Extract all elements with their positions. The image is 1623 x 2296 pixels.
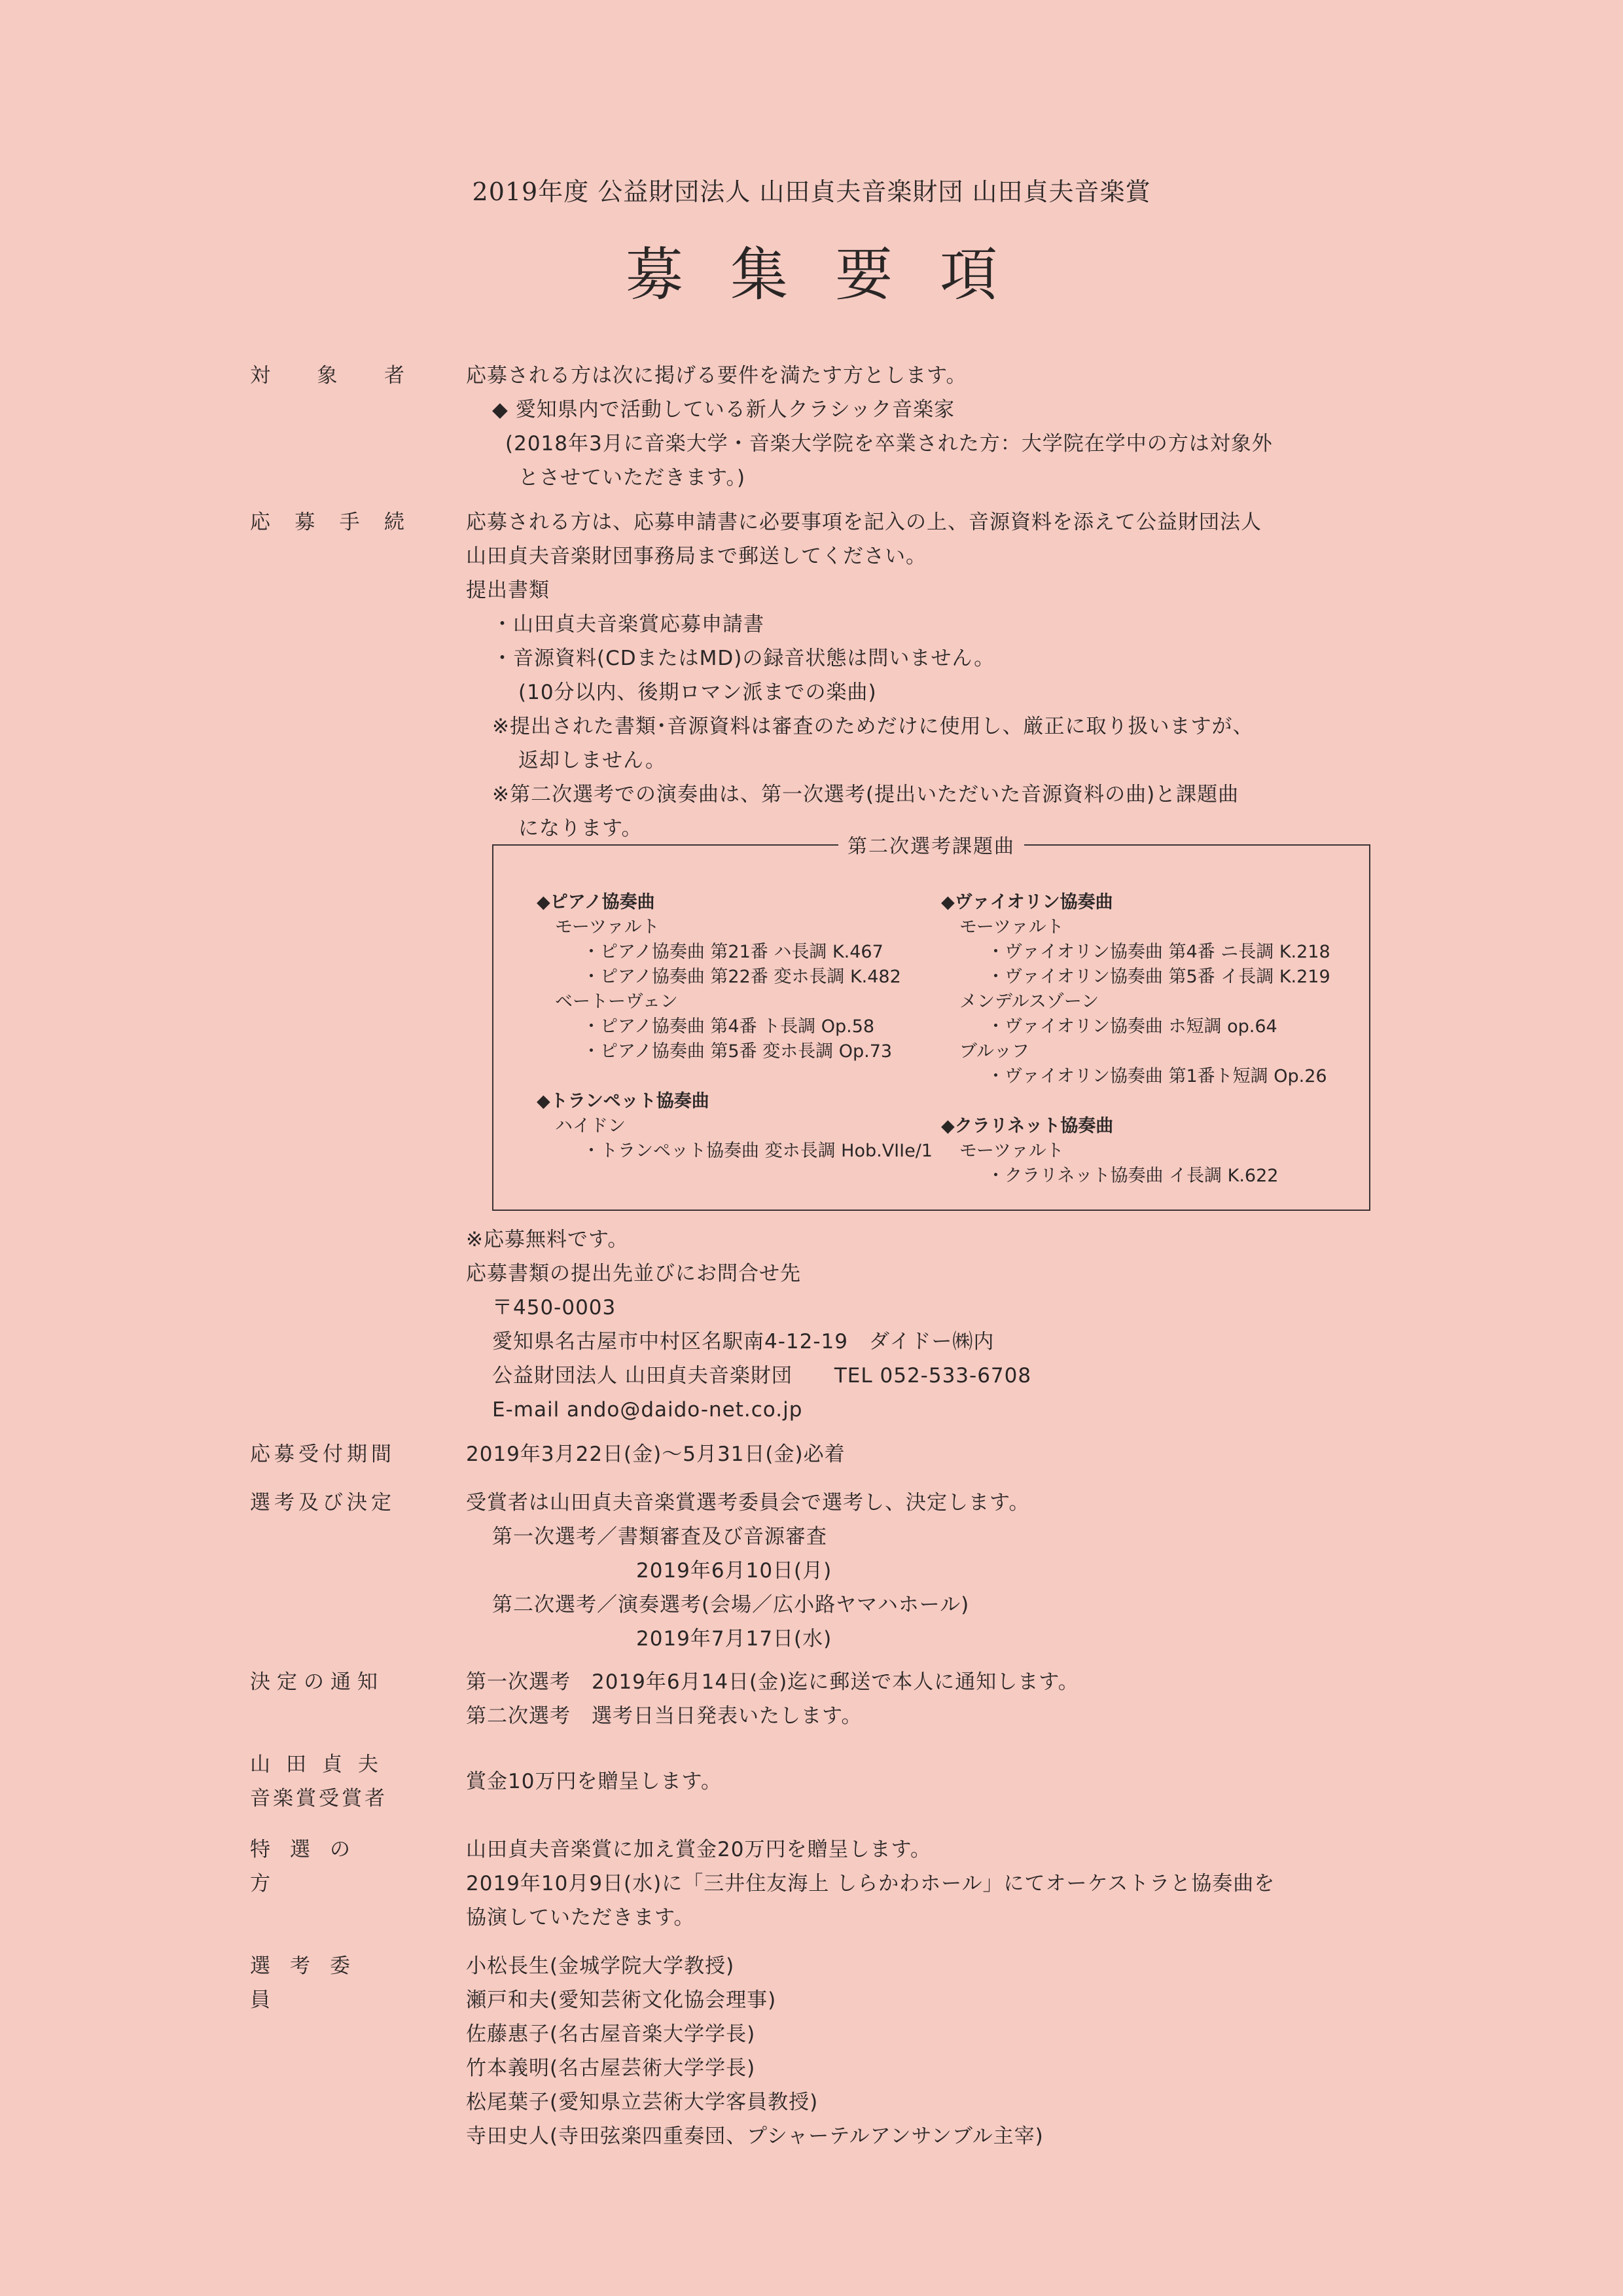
- committee-member: 寺田史人(寺田弦楽四重奏団、プシャーテルアンサンブル主宰): [466, 2125, 1044, 2148]
- repertoire-category: ◆ピアノ協奏曲: [537, 892, 655, 912]
- repertoire-work: ・ヴァイオリン協奏曲 第4番 ニ長調 K.218: [987, 942, 1330, 962]
- repertoire-work: ・ピアノ協奏曲 第4番 ト長調 Op.58: [582, 1016, 875, 1037]
- procedure-content: 応募される方は、応募申請書に必要事項を記入の上、音源資料を添えて公益財団法人 山田貞夫音楽財団事務局まで郵送してください。 提出書類 ・山田貞夫音楽賞応募申請書 ・音源資料(CDまたはMD)の録音状態は問いません。 (10分以内、後期ロマン派までの楽曲) ※提出された書類･音源資料は審査のためだけに使用し、厳正に取り扱いますが、 返却しません。 ※第二次選考での演奏曲は、第一次選考(提出いただいた音源資料の曲)と課題曲 になります。: [466, 505, 1448, 846]
- eligibility-label: 対 象 者: [250, 364, 404, 387]
- repertoire-composer: モーツァルト: [959, 917, 1064, 937]
- repertoire-work: ・ヴァイオリン協奏曲 第5番 イ長調 K.219: [987, 967, 1330, 987]
- repertoire-category: ◆ヴァイオリン協奏曲: [941, 892, 1113, 912]
- postal-code: 〒450-0003: [492, 1296, 616, 1319]
- special-content: 山田貞夫音楽賞に加え賞金20万円を贈呈します。 2019年10月9日(水)に「三井住友海上 しらかわホール」にてオーケストラと協奏曲を 協演していただきます。: [466, 1838, 1275, 1929]
- special-label: 特選の方: [250, 1838, 370, 1895]
- repertoire-title: 第二次選考課題曲: [838, 835, 1024, 858]
- repertoire-spacer: [537, 1064, 933, 1089]
- selection-content: 受賞者は山田貞夫音楽賞選考委員会で選考し、決定します。 第一次選考／書類審査及び音源審査 2019年6月10日(月) 第二次選考／演奏選考(会場／広小路ヤマハホール) 2019年7月17日(水): [466, 1491, 1030, 1651]
- procedure-label: 応 募 手 続: [250, 511, 404, 534]
- committee-member: 松尾葉子(愛知県立芸術大学客員教授): [466, 2090, 819, 2114]
- repertoire-work: ・クラリネット協奏曲 イ長調 K.622: [987, 1166, 1279, 1186]
- award-text: 賞金10万円を贈呈します。: [466, 1770, 722, 1793]
- documents-heading: 提出書類: [466, 579, 550, 602]
- committee-member: 小松長生(金城学院大学教授): [466, 1954, 735, 1978]
- notification-label: 決定の通知: [250, 1670, 384, 1694]
- fee-note: ※応募無料です。: [466, 1228, 629, 1251]
- repertoire-work: ・ピアノ協奏曲 第22番 変ホ長調 K.482: [582, 967, 901, 987]
- repertoire-composer: ブルッフ: [959, 1041, 1029, 1062]
- contact-email: E-mail ando@daido-net.co.jp: [492, 1398, 803, 1422]
- contact-content: [466, 1223, 1448, 1427]
- repertoire-composer: モーツァルト: [959, 1141, 1064, 1161]
- repertoire-right-column: [941, 890, 1330, 1189]
- committee-list: [466, 1949, 1448, 2153]
- period-text: 2019年3月22日(金)～5月31日(金)必着: [466, 1443, 846, 1466]
- contact-address: 愛知県名古屋市中村区名駅南4-12-19 ダイドー㈱内: [492, 1330, 995, 1354]
- repertoire-work: ・ピアノ協奏曲 第5番 変ホ長調 Op.73: [582, 1041, 893, 1062]
- repertoire-box: [492, 835, 1370, 1211]
- contact-organization: 公益財団法人 山田貞夫音楽財団 TEL 052-533-6708: [492, 1364, 1032, 1388]
- repertoire-left-column: [537, 890, 933, 1164]
- committee-member: 竹本義明(名古屋芸術大学学長): [466, 2056, 756, 2080]
- committee-label: 選考委員: [250, 1954, 370, 2012]
- repertoire-work: ・ヴァイオリン協奏曲 ホ短調 op.64: [987, 1016, 1277, 1037]
- committee-member: 瀬戸和夫(愛知芸術文化協会理事): [466, 1988, 777, 2012]
- page-title: 募集要項: [625, 241, 1044, 308]
- repertoire-work: ・トランペット協奏曲 変ホ長調 Hob.VIIe/1: [582, 1141, 933, 1161]
- award-subtitle: 2019年度 公益財団法人 山田貞夫音楽財団 山田貞夫音楽賞: [472, 177, 1151, 206]
- notification-content: 第一次選考 2019年6月14日(金)迄に郵送で本人に通知します。 第二次選考 選考日当日発表いたします。: [466, 1670, 1079, 1728]
- repertoire-work: ・ピアノ協奏曲 第21番 ハ長調 K.467: [582, 942, 883, 962]
- repertoire-work: ・ヴァイオリン協奏曲 第1番ト短調 Op.26: [987, 1066, 1327, 1086]
- award-label: 山田貞夫 音楽賞受賞者: [250, 1753, 394, 1810]
- eligibility-content: 応募される方は次に掲げる要件を満たす方とします。 ◆ 愛知県内で活動している新人クラシック音楽家 (2018年3月に音楽大学・音楽大学院を卒業された方：大学院在学中の方は対象外 とさせていただきます。): [466, 364, 1273, 490]
- repertoire-composer: ハイドン: [555, 1116, 626, 1136]
- committee-member: 佐藤惠子(名古屋音楽大学学長): [466, 2022, 756, 2046]
- period-label: 応募受付期間: [250, 1443, 395, 1466]
- repertoire-category: ◆トランペット協奏曲: [537, 1091, 709, 1111]
- contact-heading: 応募書類の提出先並びにお問合せ先: [466, 1262, 801, 1285]
- repertoire-category: ◆クラリネット協奏曲: [941, 1116, 1114, 1136]
- repertoire-composer: ベートーヴェン: [555, 992, 678, 1012]
- repertoire-composer: メンデルスゾーン: [959, 992, 1099, 1012]
- repertoire-composer: モーツァルト: [555, 917, 660, 937]
- selection-label: 選考及び決定: [250, 1491, 395, 1515]
- repertoire-spacer: [941, 1089, 1330, 1114]
